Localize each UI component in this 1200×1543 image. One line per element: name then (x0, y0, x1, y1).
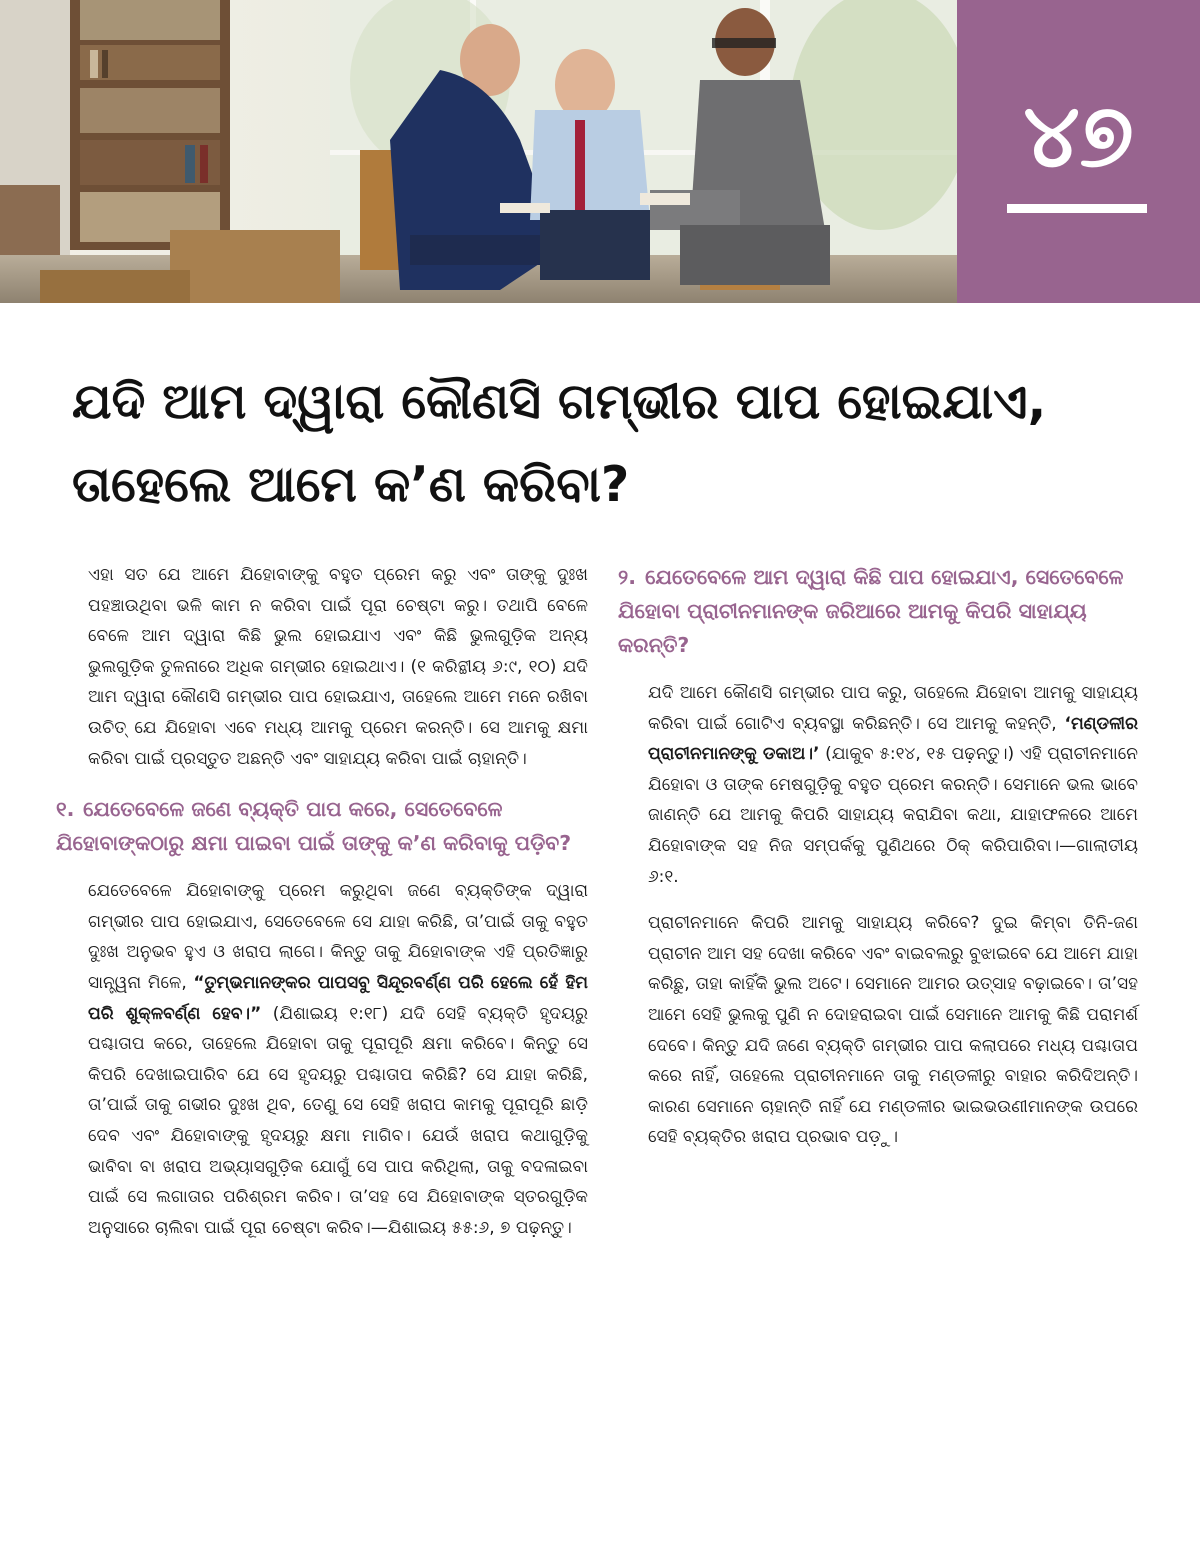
section-2-text-before: ଯଦି ଆମେ କୌଣସି ଗମ୍ଭୀର ପାପ କରୁ, ତାହେଲେ ଯିହୋବା ଆମକୁ ସାହାଯ୍ୟ କରିବା ପାଇଁ ଗୋଟିଏ ବ୍ୟବସ୍ଥା କରିଛନ୍ତି। ସେ ଆମକୁ କହନ୍ତି, (648, 683, 1138, 734)
page-title: ଯଦି ଆମ ଦ୍ୱାରା କୌଣସି ଗମ୍ଭୀର ପାପ ହୋଇଯାଏ, ତାହେଲେ ଆମେ କʼଣ କରିବା? (72, 373, 1047, 513)
section-2-paragraph-1 (648, 678, 1138, 892)
section-1-scripture-quote: “ତୁମ୍ଭମାନଙ୍କର ପାପସବୁ ସିନ୍ଦୂରବର୍ଣ୍ଣ ପରି ହେଲେ ହେଁ ହିମ ପରି ଶୁକ୍ଳବର୍ଣ୍ଣ ହେବ।” (88, 972, 588, 1024)
section-1-text-after: (ଯିଶାଇୟ ୧:୧୮) ଯଦି ସେହି ବ୍ୟକ୍ତି ହୃଦୟରୁ ପଶ୍ଚାତାପ କରେ, ତାହେଲେ ଯିହୋବା ତାକୁ ପୂରାପୂରି କ୍ଷମା କରିବେ। କିନ୍ତୁ ସେ କିପରି ଦେଖାଇପାରିବ ଯେ ସେ ହୃଦୟରୁ ପଶ୍ଚାତାପ କରିଛି? ସେ ଯାହା କରିଛି, ତା’ପାଇଁ ତାକୁ ଗଭୀର ଦୁଃଖ ଥିବ, ତେଣୁ ସେ ସେହି ଖରାପ କାମକୁ ପୂରାପୂରି ଛାଡ଼ି ଦେବ ଏବଂ ଯିହୋବାଙ୍କୁ ହୃଦୟରୁ କ୍ଷମା ମାଗିବ। ଯେଉଁ ଖରାପ କଥାଗୁଡ଼ିକୁ ଭାବିବା ବା ଖରାପ ଅଭ୍ୟାସଗୁଡ଼ିକ ଯୋଗୁଁ ସେ ପାପ କରିଥିଲା, ତାକୁ ବଦଳାଇବା ପାଇଁ ସେ ଲଗାତାର ପରିଶ୍ରମ କରିବ। ତା’ସହ ସେ ଯିହୋବାଙ୍କ ସ୍ତରଗୁଡ଼ିକ ଅନୁସାରେ ଚାଲିବା ପାଇଁ ପୂରା ଚେଷ୍ଟା କରିବ।—ଯିଶାଇୟ ୫୫:୬, ୭ ପଢ଼ନ୍ତୁ। (88, 1003, 588, 1238)
lesson-number-box (957, 0, 1200, 303)
section-1-text-before: ଯେତେବେଳେ ଯିହୋବାଙ୍କୁ ପ୍ରେମ କରୁଥିବା ଜଣେ ବ୍ୟକ୍ତିଙ୍କ ଦ୍ୱାରା ଗମ୍ଭୀର ପାପ ହୋଇଯାଏ, ସେତେବେଳେ ସେ ଯାହା କରିଛି, ତା’ପାଇଁ ତାକୁ ବହୁତ ଦୁଃଖ ଅନୁଭବ ହୁଏ ଓ ଖରାପ ଲାଗେ। କିନ୍ତୁ ତାକୁ ଯିହୋବାଙ୍କ ଏହି ପ୍ରତିଜ୍ଞାରୁ ସାନ୍ତ୍ୱନା ମିଳେ, (88, 881, 588, 993)
section-1-number: ୧. (56, 797, 75, 822)
lesson-number-underline (1007, 204, 1147, 213)
section-1-question-text: ଯେତେବେଳେ ଜଣେ ବ୍ୟକ୍ତି ପାପ କରେ, ସେତେବେଳେ ଯିହୋବାଙ୍କଠାରୁ କ୍ଷମା ପାଇବା ପାଇଁ ତାଙ୍କୁ କʼଣ କରିବାକୁ ପଡ଼ିବ? (56, 797, 572, 856)
left-column (56, 560, 588, 1259)
section-1-question (56, 792, 588, 860)
section-2-paragraph-2: ପ୍ରାଚୀନମାନେ କିପରି ଆମକୁ ସାହାଯ୍ୟ କରିବେ? ଦୁଇ କିମ୍ବା ତିନି-ଜଣ ପ୍ରାଚୀନ ଆମ ସହ ଦେଖା କରିବେ ଏବଂ ବାଇବଲରୁ ବୁଝାଇବେ ଯେ ଆମେ ଯାହା କରିଛୁ, ତାହା କାହିଁକି ଭୁଲ ଅଟେ। ସେମାନେ ଆମର ଉତ୍ସାହ ବଢ଼ାଇବେ। ତା’ସହ ଆମେ ସେହି ଭୁଲକୁ ପୁଣି ନ ଦୋହରାଇବା ପାଇଁ ସେମାନେ ଆମକୁ କିଛି ପରାମର୍ଶ ଦେବେ। କିନ୍ତୁ ଯଦି ଜଣେ ବ୍ୟକ୍ତି ଗମ୍ଭୀର ପାପ କଲାପରେ ମଧ୍ୟ ପଶ୍ଚାତାପ କରେ ନାହିଁ, ତାହେଲେ ପ୍ରାଚୀନମାନେ ତାକୁ ମଣ୍ଡଳୀରୁ ବାହାର କରିଦିଅନ୍ତି। କାରଣ ସେମାନେ ଚାହାନ୍ତି ନାହିଁ ଯେ ମଣ୍ଡଳୀର ଭାଇଭଉଣୀମାନଙ୍କ ଉପରେ ସେହି ବ୍ୟକ୍ତିର ଖରାପ ପ୍ରଭାବ ପଡ଼ୁ। (648, 913, 1138, 1148)
section-2-scripture-quote: ‘ମଣ୍ଡଳୀର ପ୍ରାଚୀନମାନଙ୍କୁ ଡକାଅ।’ (648, 713, 1138, 765)
right-column (618, 560, 1138, 1169)
lesson-number: ୪୭ (1023, 84, 1134, 187)
section-2-text-after: (ଯାକୁବ ୫:୧୪, ୧୫ ପଢ଼ନ୍ତୁ।) ଏହି ପ୍ରାଚୀନମାନେ ଯିହୋବା ଓ ତାଙ୍କ ମେଷଗୁଡ଼ିକୁ ବହୁତ ପ୍ରେମ କରନ୍ତି। ସେମାନେ ଭଲ ଭାବେ ଜାଣନ୍ତି ଯେ ଆମକୁ କିପରି ସାହାଯ୍ୟ କରାଯିବା କଥା, ଯାହାଫଳରେ ଆମେ ଯିହୋବାଙ୍କ ସହ ନିଜ ସମ୍ପର୍କକୁ ପୁଣିଥରେ ଠିକ୍‌ କରିପାରିବା।—ଗାଲାତୀୟ ୬:୧. (648, 744, 1138, 887)
section-2-question-text: ଯେତେବେଳେ ଆମ ଦ୍ୱାରା କିଛି ପାପ ହୋଇଯାଏ, ସେତେବେଳେ ଯିହୋବା ପ୍ରାଚୀନମାନଙ୍କ ଜରିଆରେ ଆମକୁ କିପରି ସାହାଯ୍ୟ କରନ୍ତି? (618, 565, 1124, 657)
section-2-number: ୨. (618, 565, 636, 589)
section-1-paragraph (88, 876, 588, 1243)
section-2-question (618, 560, 1138, 662)
intro-paragraph: ଏହା ସତ ଯେ ଆମେ ଯିହୋବାଙ୍କୁ ବହୁତ ପ୍ରେମ କରୁ ଏବଂ ତାଙ୍କୁ ଦୁଃଖ ପହଞ୍ଚାଉଥିବା ଭଳି କାମ ନ କରିବା ପାଇଁ ପୂରା ଚେଷ୍ଟା କରୁ। ତଥାପି ବେଳେ ବେଳେ ଆମ ଦ୍ୱାରା କିଛି ଭୁଲ ହୋଇଯାଏ ଏବଂ କିଛି ଭୁଲଗୁଡ଼ିକ ଅନ୍ୟ ଭୁଲଗୁଡ଼ିକ ତୁଳନାରେ ଅଧିକ ଗମ୍ଭୀର ହୋଇଥାଏ। (୧ କରିନ୍ଥୀୟ ୬:୯, ୧୦) ଯଦି ଆମ ଦ୍ୱାରା କୌଣସି ଗମ୍ଭୀର ପାପ ହୋଇଯାଏ, ତାହେଲେ ଆମେ ମନେ ରଖିବା ଉଚିତ୍‌ ଯେ ଯିହୋବା ଏବେ ମଧ୍ୟ ଆମକୁ ପ୍ରେମ କରନ୍ତି। ସେ ଆମକୁ କ୍ଷମା କରିବା ପାଇଁ ପ୍ରସ୍ତୁତ ଅଛନ୍ତି ଏବଂ ସାହାଯ୍ୟ କରିବା ପାଇଁ ଚାହାନ୍ତି। (88, 565, 588, 769)
hero-photo (0, 0, 957, 303)
